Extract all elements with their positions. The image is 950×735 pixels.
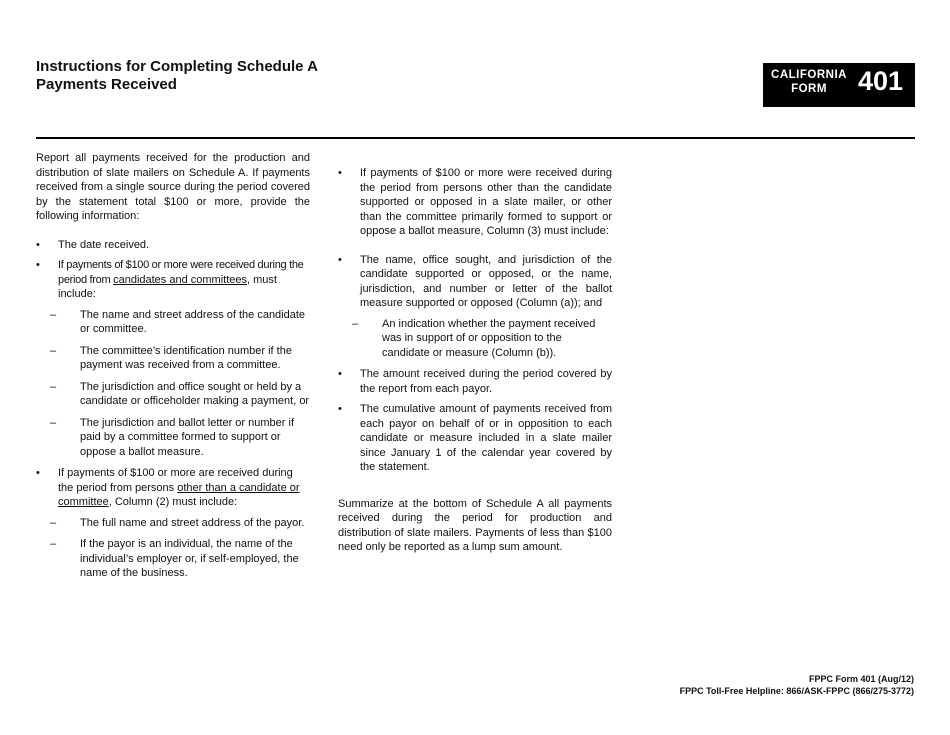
bullet-other-persons bbox=[36, 466, 310, 510]
bullet-text: If payments of $100 or more were received during the period from persons other than the candidate supported or opposed in a slate mailer, or other than the committee primarily formed to support or oppose a ballot measure, Column (3) must include: bbox=[360, 167, 612, 237]
sub-item-text: The jurisdiction and office sought or held by a candidate or officeholder making a payment, or bbox=[80, 380, 310, 407]
bullet-text: The cumulative amount of payments received from each payor on behalf of or in opposition to each candidate or measure included in a slate mailer since January 1 of the calendar year covered by the statement. bbox=[360, 403, 612, 473]
sub-item-payor-address bbox=[36, 516, 310, 531]
bullet-symbol: • bbox=[338, 403, 342, 415]
badge-form-number: 401 bbox=[858, 66, 904, 96]
badge-label bbox=[769, 68, 849, 96]
sub-item-committee-id bbox=[36, 344, 310, 373]
dash-symbol: – bbox=[50, 380, 57, 393]
summary-paragraph: Summarize at the bottom of Schedule A all payments received during the period for production and distribution of slate mailers. Payments of less than $100 need only be reported as a lump sum amount. bbox=[338, 497, 612, 553]
dash-symbol: – bbox=[50, 538, 57, 550]
intro-paragraph: Report all payments received for the production and distribution of slate mailers on Schedule A. If payments received from a single source during the period covered by the statement total $100 or more, provide the following information: bbox=[36, 152, 310, 222]
sub-item-name-address bbox=[36, 308, 310, 337]
bullet-text-pre: If payments of $100 or more are received during the period from persons bbox=[58, 467, 293, 494]
bullet-text: The name, office sought, and jurisdiction of the candidate supported or opposed, or the name, jurisdiction, and number or letter of the ballot measure supported or opposed (Column (a)); and bbox=[360, 253, 612, 309]
dash-symbol: – bbox=[50, 416, 57, 429]
footer-helpline: FPPC Toll-Free Helpline: 866/ASK-FPPC (866/275-3772) bbox=[679, 686, 914, 696]
dash-symbol: – bbox=[50, 308, 57, 321]
bullet-date-received bbox=[36, 238, 310, 253]
bullet-text-post: , must include: bbox=[58, 273, 277, 300]
left-column bbox=[36, 151, 310, 581]
bullet-symbol: • bbox=[36, 467, 40, 479]
badge-line-2: FORM bbox=[791, 83, 827, 95]
sub-item-ballot-measure bbox=[36, 416, 310, 460]
dash-symbol: – bbox=[50, 516, 57, 529]
title-line-2: Payments Received bbox=[36, 76, 177, 93]
sub-item-jurisdiction-office bbox=[36, 380, 310, 409]
bullet-symbol: • bbox=[36, 238, 40, 251]
bullet-text-post: , Column (2) must include: bbox=[108, 496, 238, 508]
sub-item-text: The full name and street address of the payor. bbox=[80, 516, 305, 529]
form-badge bbox=[763, 63, 915, 107]
footer-form-version: FPPC Form 401 (Aug/12) bbox=[808, 674, 914, 684]
bullet-text: The amount received during the period covered by the report from each payor. bbox=[360, 368, 612, 395]
page-title bbox=[36, 58, 318, 94]
bullet-text-pre: If payments of $100 or more were received during the period from bbox=[58, 259, 304, 286]
sub-item-text: The name and street address of the candidate or committee. bbox=[80, 308, 306, 335]
underlined-term: candidates and committees bbox=[113, 273, 248, 286]
bullet-symbol: • bbox=[338, 368, 342, 380]
bullet-symbol: • bbox=[36, 259, 40, 271]
bullet-amount-received bbox=[338, 367, 612, 396]
bullet-symbol: • bbox=[338, 167, 342, 179]
page-footer bbox=[680, 673, 914, 697]
sub-item-column-b bbox=[338, 317, 612, 361]
bullet-symbol: • bbox=[338, 253, 342, 266]
bullet-text: The date received. bbox=[58, 238, 150, 251]
right-column bbox=[338, 166, 612, 555]
header-divider bbox=[36, 137, 915, 139]
bullet-column-3 bbox=[338, 166, 612, 239]
bullet-column-a bbox=[338, 253, 612, 311]
sub-item-text: The jurisdiction and ballot letter or number if paid by a committee formed to support or oppose a ballot measure. bbox=[80, 416, 294, 458]
dash-symbol: – bbox=[352, 317, 359, 330]
badge-line-1: CALIFORNIA bbox=[771, 69, 847, 81]
underlined-term: other than a candidate or committee bbox=[58, 481, 300, 508]
sub-item-text: If the payor is an individual, the name of the individual’s employer or, if self-employed, the name of the business. bbox=[80, 538, 299, 579]
bullet-cumulative-amount bbox=[338, 402, 612, 475]
sub-item-payor-employer bbox=[36, 537, 310, 581]
bullet-candidates-committees bbox=[36, 258, 310, 302]
title-line-1: Instructions for Completing Schedule A bbox=[36, 58, 318, 75]
dash-symbol: – bbox=[50, 344, 57, 357]
sub-item-text: An indication whether the payment received was in support of or opposition to the candidate or measure (Column (b)). bbox=[382, 317, 596, 359]
sub-item-text: The committee’s identification number if the payment was received from a committee. bbox=[80, 344, 292, 371]
